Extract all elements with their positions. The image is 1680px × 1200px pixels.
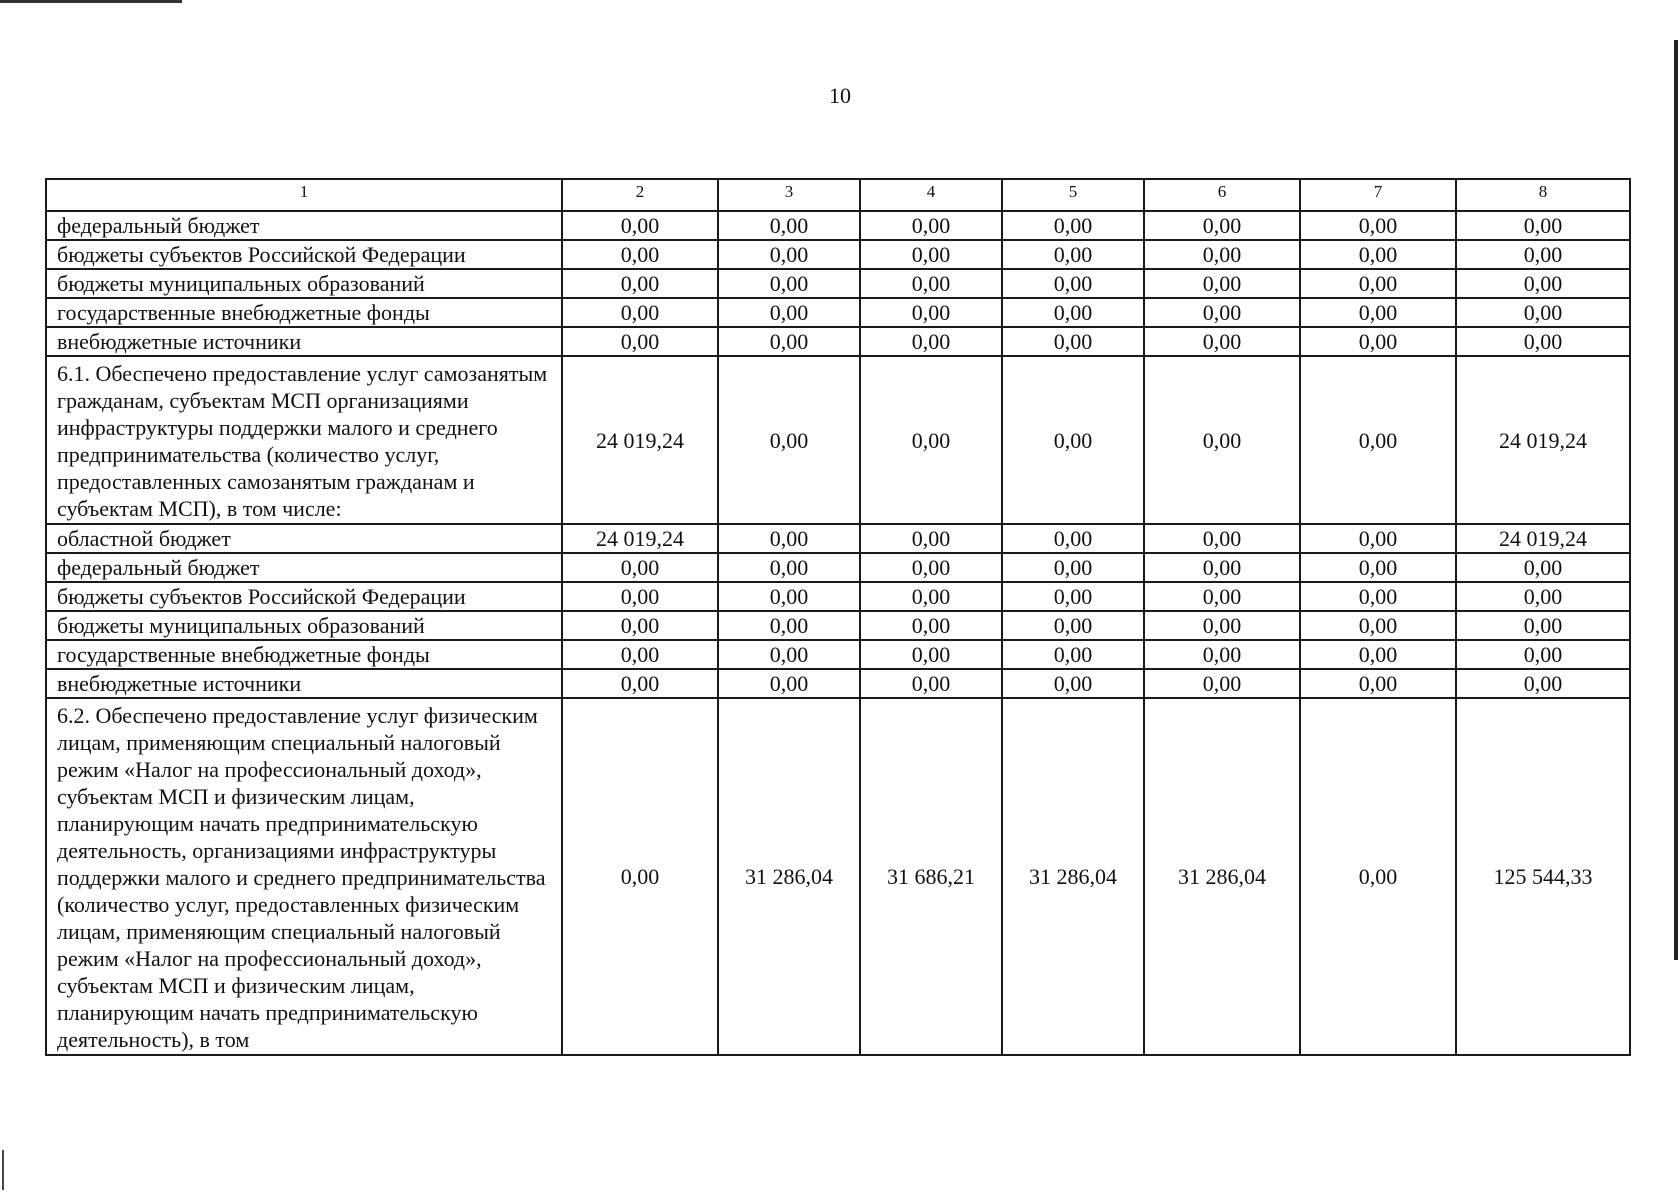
table-cell: 0,00	[1144, 298, 1300, 327]
table-cell: 0,00	[562, 298, 718, 327]
table-cell: 0,00	[1300, 582, 1456, 611]
table-row	[46, 327, 1630, 356]
column-header: 4	[860, 179, 1002, 211]
table-cell: 0,00	[1002, 582, 1144, 611]
table-row	[46, 269, 1630, 298]
table-cell: 0,00	[1300, 240, 1456, 269]
table-cell: 0,00	[1144, 211, 1300, 240]
table-row	[46, 582, 1630, 611]
table-cell: 0,00	[1456, 327, 1630, 356]
table-cell: 0,00	[860, 582, 1002, 611]
table-cell: 0,00	[1144, 640, 1300, 669]
column-header: 5	[1002, 179, 1144, 211]
table-cell: 31 286,04	[1144, 698, 1300, 1055]
row-label: внебюджетные источники	[46, 327, 562, 356]
table-cell: 0,00	[562, 698, 718, 1055]
table-cell: 0,00	[718, 356, 860, 524]
row-label: государственные внебюджетные фонды	[46, 640, 562, 669]
column-header: 2	[562, 179, 718, 211]
row-label: 6.2. Обеспечено предоставление услуг физическим лицам, применяющим специальный налоговый режим «Налог на профессиональный доход», субъектам МСП и физическим лицам, планирующим начать предпринимательскую деятельность, организациями инфраструктуры поддержки малого и среднего предпринимательства (количество услуг, предоставленных физическим лицам, применяющим специальный налоговый режим «Налог на профессиональный доход», субъектам МСП и физическим лицам, планирующим начать предпринимательскую деятельность), в том	[46, 698, 562, 1055]
table-cell: 0,00	[1300, 640, 1456, 669]
table-cell: 0,00	[1002, 669, 1144, 698]
table-row	[46, 611, 1630, 640]
table-cell: 0,00	[860, 553, 1002, 582]
budget-table	[45, 178, 1631, 1056]
table-cell: 0,00	[562, 582, 718, 611]
table-cell: 0,00	[1144, 240, 1300, 269]
table-cell: 0,00	[718, 524, 860, 553]
table-cell: 0,00	[1144, 553, 1300, 582]
table-cell: 0,00	[860, 524, 1002, 553]
table-cell: 0,00	[718, 211, 860, 240]
table-cell: 0,00	[1002, 356, 1144, 524]
table-row	[46, 669, 1630, 698]
table-cell: 0,00	[1300, 298, 1456, 327]
table-cell: 0,00	[1300, 524, 1456, 553]
row-label: бюджеты муниципальных образований	[46, 611, 562, 640]
left-scan-mark	[2, 1150, 4, 1190]
table-cell: 0,00	[562, 640, 718, 669]
table-cell: 0,00	[1144, 582, 1300, 611]
table-cell: 0,00	[1300, 269, 1456, 298]
table-cell: 0,00	[562, 269, 718, 298]
table-row	[46, 553, 1630, 582]
table-cell: 0,00	[1144, 669, 1300, 698]
table-cell: 0,00	[1002, 240, 1144, 269]
row-label: внебюджетные источники	[46, 669, 562, 698]
table-cell: 0,00	[1002, 553, 1144, 582]
table-cell: 0,00	[1300, 669, 1456, 698]
table-cell: 0,00	[718, 640, 860, 669]
table-cell: 0,00	[718, 669, 860, 698]
table-row	[46, 698, 1630, 1055]
column-header: 3	[718, 179, 860, 211]
table-cell: 0,00	[1300, 553, 1456, 582]
table-cell: 0,00	[562, 611, 718, 640]
page-number: 10	[829, 83, 851, 108]
table-cell: 0,00	[1456, 611, 1630, 640]
table-cell: 0,00	[1300, 698, 1456, 1055]
column-header: 6	[1144, 179, 1300, 211]
table-cell: 0,00	[1002, 298, 1144, 327]
table-cell: 0,00	[562, 553, 718, 582]
top-edge-rule	[0, 0, 182, 3]
table-cell: 0,00	[718, 240, 860, 269]
table-cell: 24 019,24	[562, 356, 718, 524]
row-label: федеральный бюджет	[46, 553, 562, 582]
table-cell: 31 686,21	[860, 698, 1002, 1055]
row-label: 6.1. Обеспечено предоставление услуг самозанятым гражданам, субъектам МСП организациями инфраструктуры поддержки малого и среднего предпринимательства (количество услуг, предоставленных самозанятым гражданам и субъектам МСП), в том числе:	[46, 356, 562, 524]
table-cell: 0,00	[1456, 582, 1630, 611]
table-cell: 0,00	[860, 298, 1002, 327]
table-cell: 31 286,04	[1002, 698, 1144, 1055]
column-header: 8	[1456, 179, 1630, 211]
table-cell: 0,00	[860, 669, 1002, 698]
table-cell: 0,00	[1144, 269, 1300, 298]
table-row	[46, 298, 1630, 327]
table-cell: 0,00	[1300, 327, 1456, 356]
row-label: государственные внебюджетные фонды	[46, 298, 562, 327]
table-cell: 0,00	[860, 327, 1002, 356]
column-header: 7	[1300, 179, 1456, 211]
table-cell: 0,00	[1300, 611, 1456, 640]
table-cell: 0,00	[1300, 356, 1456, 524]
table-cell: 0,00	[860, 611, 1002, 640]
table-cell: 0,00	[860, 640, 1002, 669]
table-cell: 24 019,24	[1456, 356, 1630, 524]
table-cell: 0,00	[860, 269, 1002, 298]
table-cell: 0,00	[1002, 211, 1144, 240]
table-row	[46, 524, 1630, 553]
table-cell: 0,00	[1456, 669, 1630, 698]
row-label: бюджеты муниципальных образований	[46, 269, 562, 298]
row-label: областной бюджет	[46, 524, 562, 553]
table-cell: 0,00	[718, 582, 860, 611]
table-cell: 24 019,24	[562, 524, 718, 553]
table-cell: 0,00	[1144, 524, 1300, 553]
table-cell: 0,00	[1144, 611, 1300, 640]
table-cell: 0,00	[562, 327, 718, 356]
table-cell: 0,00	[860, 211, 1002, 240]
table-cell: 0,00	[1002, 640, 1144, 669]
table-cell: 0,00	[718, 298, 860, 327]
table-cell: 0,00	[1144, 327, 1300, 356]
table-cell: 0,00	[1456, 298, 1630, 327]
table-cell: 0,00	[718, 269, 860, 298]
table-row	[46, 240, 1630, 269]
table-cell: 0,00	[860, 240, 1002, 269]
row-label: бюджеты субъектов Российской Федерации	[46, 582, 562, 611]
column-header: 1	[46, 179, 562, 211]
table-cell: 0,00	[1002, 611, 1144, 640]
table-cell: 31 286,04	[718, 698, 860, 1055]
table-cell: 0,00	[1002, 269, 1144, 298]
table-cell: 0,00	[1456, 640, 1630, 669]
row-label: федеральный бюджет	[46, 211, 562, 240]
table-cell: 0,00	[718, 611, 860, 640]
table-cell: 0,00	[562, 211, 718, 240]
table-row	[46, 211, 1630, 240]
table-cell: 0,00	[718, 553, 860, 582]
table-cell: 0,00	[1300, 211, 1456, 240]
table-cell: 0,00	[1002, 327, 1144, 356]
table-cell: 0,00	[1456, 211, 1630, 240]
table-cell: 125 544,33	[1456, 698, 1630, 1055]
table-cell: 0,00	[860, 356, 1002, 524]
table-cell: 0,00	[1144, 356, 1300, 524]
right-scan-edge	[1674, 40, 1678, 960]
table-cell: 0,00	[718, 327, 860, 356]
table-cell: 0,00	[562, 240, 718, 269]
table-cell: 0,00	[1456, 240, 1630, 269]
row-label: бюджеты субъектов Российской Федерации	[46, 240, 562, 269]
table-cell: 0,00	[1456, 553, 1630, 582]
table-cell: 0,00	[1456, 269, 1630, 298]
table-cell: 0,00	[1002, 524, 1144, 553]
table-row	[46, 356, 1630, 524]
table-cell: 0,00	[562, 669, 718, 698]
table-header-row	[46, 179, 1630, 211]
table-row	[46, 640, 1630, 669]
table-cell: 24 019,24	[1456, 524, 1630, 553]
